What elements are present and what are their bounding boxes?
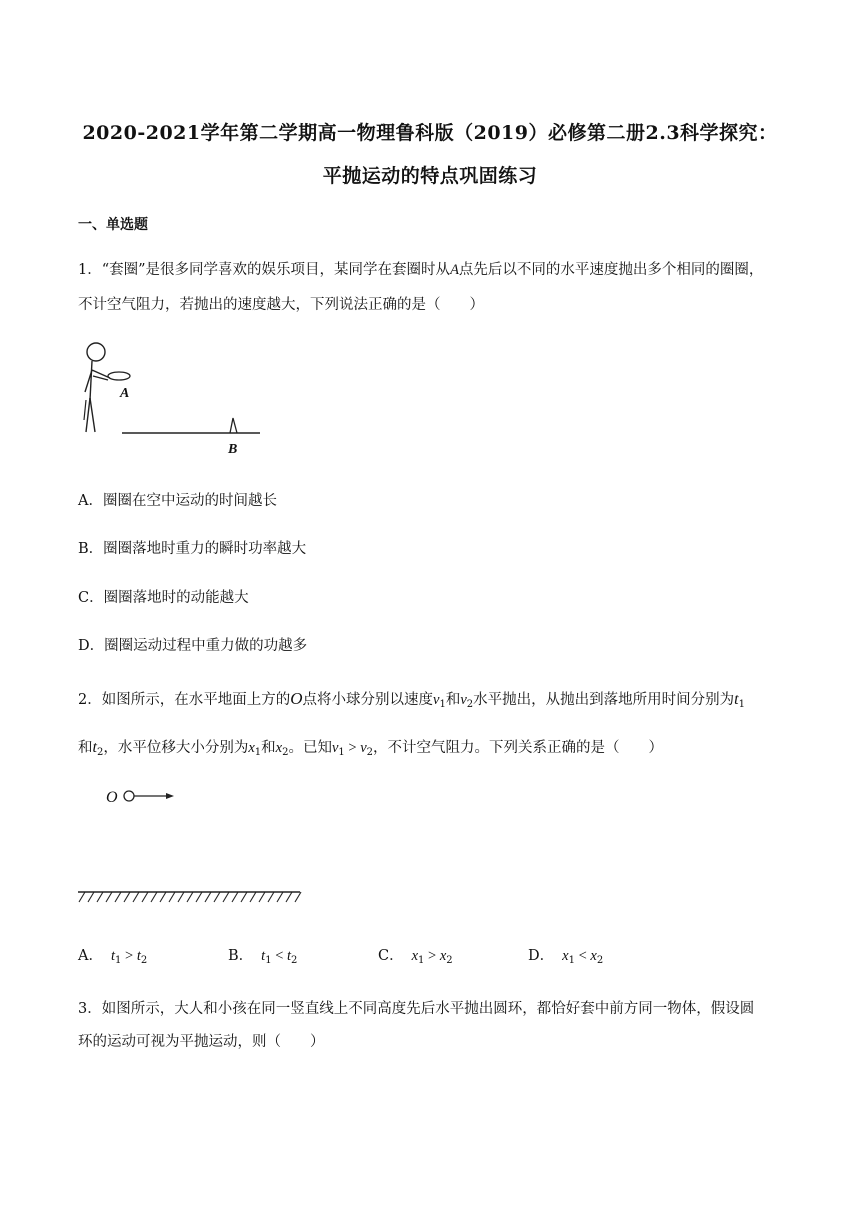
q2-figure	[78, 780, 308, 910]
q2-stem-line-1: 2．如图所示，在水平地面上方的O点将小球分别以速度$v_1$和$v_2$水平抛出，从抛出到落地所用时间分别为$t_1$	[78, 689, 745, 710]
ring-icon	[108, 372, 130, 380]
q2-option-b[interactable]: B． $t_1 < t_2$	[228, 948, 298, 966]
label-b: B	[228, 442, 238, 457]
page-title-line-2: 平抛运动的特点巩固练习	[322, 165, 538, 187]
person-head	[87, 343, 105, 361]
arrow-head-icon	[166, 793, 174, 799]
q1-figure	[78, 340, 268, 460]
q2-option-a[interactable]: A． $t_1 > t_2$	[78, 948, 148, 966]
page-title-line-1: 2020-2021学年第二学期高一物理鲁科版（2019）必修第二册2.3科学探究：	[82, 122, 778, 144]
ground-hatching	[79, 892, 301, 902]
q2-option-d[interactable]: D． $x_1 < x_2$	[528, 948, 604, 966]
q2-option-c[interactable]: C． $x_1 > x_2$	[378, 948, 453, 966]
q1-option-c[interactable]: C．圈圈落地时的动能越大	[78, 590, 249, 606]
q3-stem-line-1: 3．如图所示，大人和小孩在同一竖直线上不同高度先后水平抛出圆环，都恰好套中前方同一物体，假设圆	[78, 1001, 755, 1017]
label-a: A	[120, 386, 130, 401]
q1-option-b[interactable]: B．圈圈落地时重力的瞬时功率越大	[78, 541, 307, 557]
q1-option-d[interactable]: D．圈圈运动过程中重力做的功越多	[78, 638, 308, 654]
q1-stem-line-2: 不计空气阻力，若抛出的速度越大，下列说法正确的是（ ）	[78, 297, 484, 313]
ball-icon	[124, 791, 134, 801]
target-peg	[230, 418, 237, 433]
label-o: O	[106, 789, 118, 806]
q1-option-a[interactable]: A．圈圈在空中运动的时间越长	[78, 493, 277, 509]
section-heading: 一、单选题	[78, 217, 148, 233]
q3-stem-line-2: 环的运动可视为平抛运动，则（ ）	[78, 1034, 325, 1050]
q1-stem-line-1: 1．“套圈”是很多同学喜欢的娱乐项目，某同学在套圈时从A点先后以不同的水平速度抛出多个相同的圈圈，	[78, 262, 764, 278]
q2-stem-line-2: 和$t_2$，水平位移大小分别为$x_1$和$x_2$。已知$v_1 > v_2$，不计空气阻力。下列关系正确的是（ ）	[78, 739, 664, 758]
